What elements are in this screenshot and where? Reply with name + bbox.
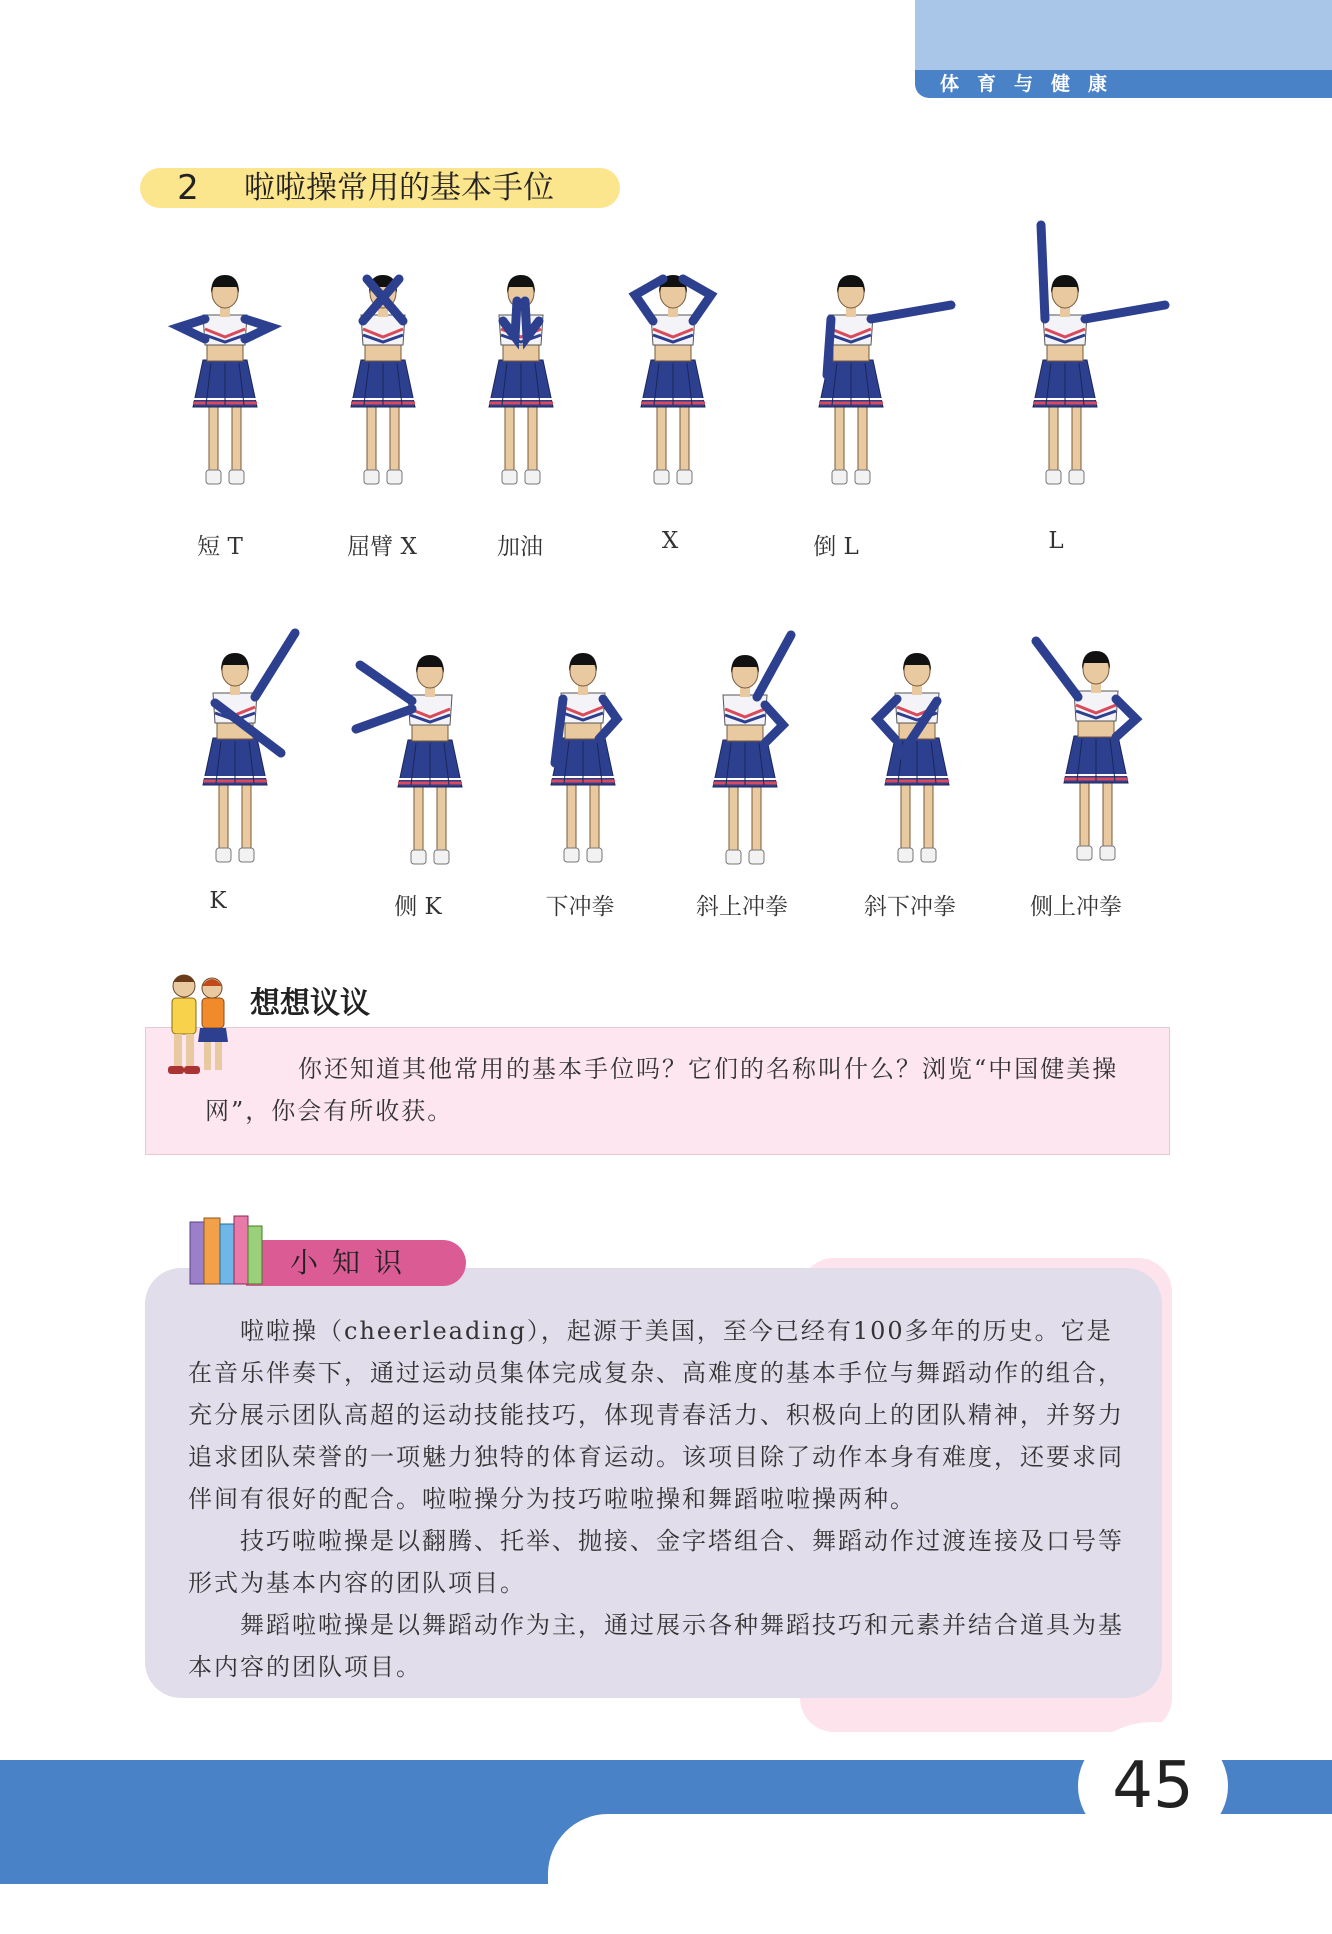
caption-k: K	[209, 888, 227, 914]
pose-figure-x	[608, 250, 738, 514]
section-title: 啦啦操常用的基本手位	[244, 170, 554, 206]
header-band	[915, 0, 1332, 70]
tip-paragraph-3: 舞蹈啦啦操是以舞蹈动作为主，通过展示各种舞蹈技巧和元素并结合道具为基本内容的团队项目。	[188, 1611, 1124, 1681]
caption-side-up-punch: 侧上冲拳	[1030, 894, 1122, 920]
section-number: 2	[177, 168, 199, 208]
pose-figure-low-punch	[518, 628, 648, 892]
pose-figure-k	[170, 598, 310, 892]
think-discuss-text: 你还知道其他常用的基本手位吗？它们的名称叫什么？浏览“中国健美操网”，你会有所收获。	[205, 1055, 1119, 1125]
pose-figure-l	[1000, 200, 1180, 514]
page-number: 45	[1112, 1749, 1194, 1823]
tip-paragraph-1: 啦啦操（cheerleading），起源于美国，至今已经有100多年的历史。它是在音乐伴奏下，通过运动员集体完成复杂、高难度的基本手位与舞蹈动作的组合，充分展示团队高超的运动技能技巧，体现青春活力、积极向上的团队精神，并努力追求团队荣誉的一项魅力独特的体育运动。该项目除了动作本身有难度，还要求同伴间有很好的配合。啦啦操分为技巧啦啦操和舞蹈啦啦操两种。	[188, 1317, 1124, 1513]
think-discuss-title: 想想议议	[250, 986, 370, 1021]
pose-figure-side-up-punch	[1006, 606, 1156, 890]
books-icon	[188, 1214, 268, 1290]
pose-figure-bent-x	[318, 250, 448, 514]
caption-side-k: 侧 K	[394, 894, 442, 920]
pose-figure-cheer	[456, 250, 586, 514]
caption-l: L	[1048, 528, 1064, 554]
header-subject: 体育与健康	[940, 73, 1126, 95]
caption-x: X	[661, 528, 679, 554]
caption-low-punch: 下冲拳	[545, 894, 615, 920]
caption-cheer: 加油	[497, 534, 543, 560]
pose-figure-diag-down-punch	[852, 628, 982, 892]
tip-title: 小知识	[290, 1246, 417, 1279]
pose-figure-side-k	[340, 630, 490, 894]
caption-diag-down-punch: 斜下冲拳	[864, 894, 956, 920]
pose-figure-short-t	[160, 250, 290, 514]
caption-bent-x: 屈臂 X	[347, 534, 417, 560]
pose-figure-inverted-l	[786, 250, 966, 514]
pose-figure-diag-up-punch	[680, 600, 820, 894]
tip-paragraph-2: 技巧啦啦操是以翻腾、托举、抛接、金字塔组合、舞蹈动作过渡连接及口号等形式为基本内容的团队项目。	[188, 1527, 1124, 1597]
caption-diag-up-punch: 斜上冲拳	[696, 894, 788, 920]
caption-inverted-l: 倒 L	[813, 534, 859, 560]
caption-short-t: 短 T	[197, 534, 243, 560]
